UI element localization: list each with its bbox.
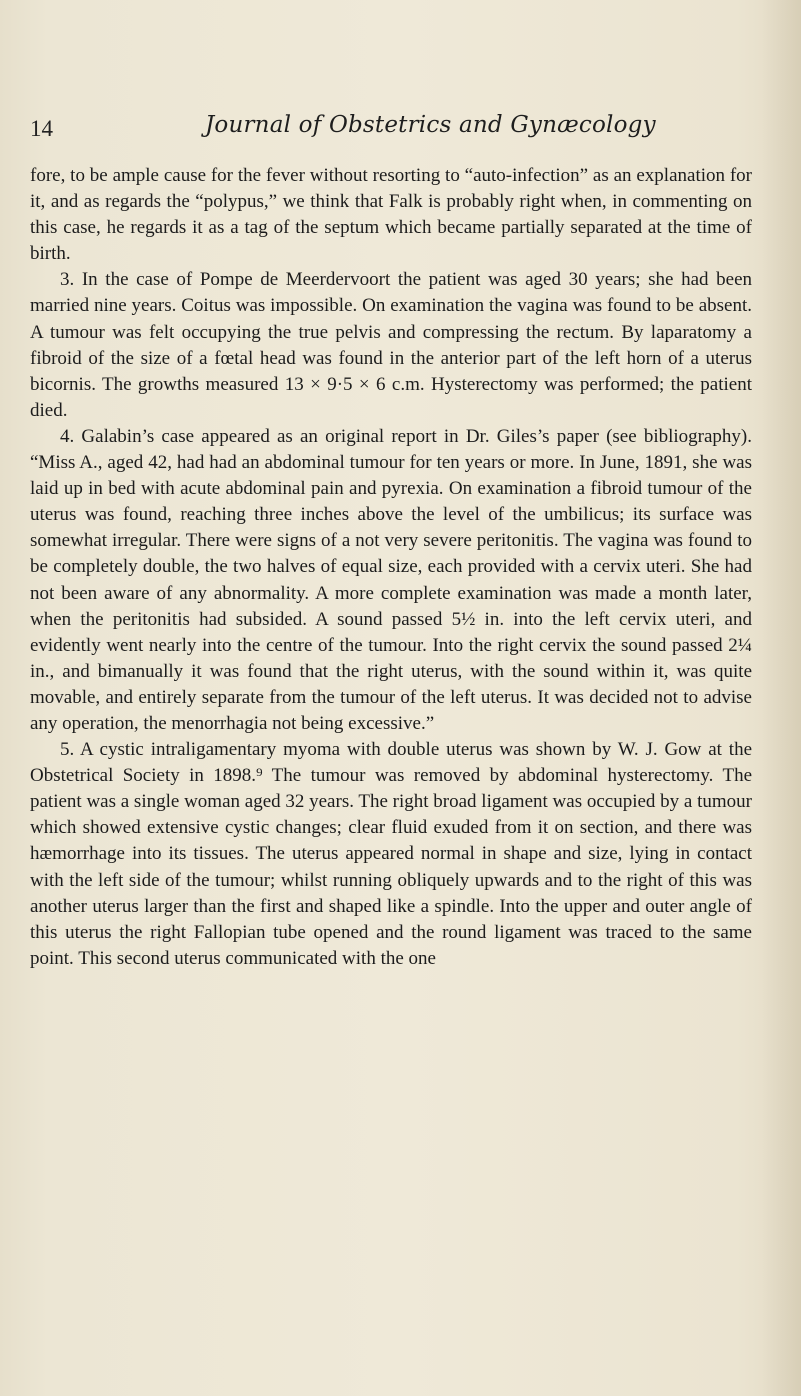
- page-edge-shadow: [761, 0, 801, 1396]
- page-number: 14: [30, 116, 53, 141]
- running-title: Journal of Obstetrics and Gynæcology: [205, 112, 656, 138]
- paragraph-continuation: fore, to be ample cause for the fever without resorting to “auto-infection” as an explanation for it, and as regards the “polypus,” we think that Falk is probably right when, in commenting on this case, he regards it as a tag of the septum which became partially separated at the time of birth.: [30, 165, 752, 265]
- body-text: [30, 163, 752, 972]
- paragraph-case-3: 3. In the case of Pompe de Meerdervoort the patient was aged 30 years; she had been married nine years. Coitus was impossible. On examination the vagina was found to be absent. A tumour was felt occupying the true pelvis and compressing the rectum. By laparatomy a fibroid of the size of a fœtal head was found in the anterior part of the left horn of a uterus bicornis. The growths measured 13 × 9·5 × 6 c.m. Hysterectomy was performed; the patient died.: [30, 269, 752, 421]
- paragraph-case-4: 4. Galabin’s case appeared as an original report in Dr. Giles’s paper (see bibliography). “Miss A., aged 42, had had an abdominal tumour for ten years or more. In June, 1891, she was laid up in bed with acute abdominal pain and pyrexia. On examination a fibroid tumour of the uterus was found, reaching three inches above the level of the umbilicus; its surface was somewhat irregular. There were signs of a not very severe peritonitis. The vagina was found to be completely double, the two halves of equal size, each provided with a cervix uteri. She had not been aware of any abnormality. A more complete examination was made a month later, when the peritonitis had subsided. A sound passed 5½ in. into the left cervix uteri, and evidently went nearly into the centre of the tumour. Into the right cervix the sound passed 2¼ in., and bimanually it was found that the right uterus, with the sound within it, was quite movable, and entirely separate from the tumour of the left uterus. It was decided not to advise any operation, the menorrhagia not being excessive.”: [30, 425, 752, 734]
- page-header: [30, 112, 750, 148]
- paragraph-case-5: 5. A cystic intraligamentary myoma with double uterus was shown by W. J. Gow at the Obstetrical Society in 1898.⁹ The tumour was removed by abdominal hysterectomy. The patient was a single woman aged 32 years. The right broad ligament was occupied by a tumour which showed extensive cystic changes; clear fluid exuded from it on section, and there was hæmorrhage into its tissues. The uterus appeared normal in shape and size, lying in contact with the left side of the tumour; whilst running obliquely upwards and to the right of this was another uterus larger than the first and shaped like a spindle. Into the upper and outer angle of this uterus the right Fallopian tube opened and the round ligament was traced to the same point. This second uterus communicated with the one: [30, 739, 752, 969]
